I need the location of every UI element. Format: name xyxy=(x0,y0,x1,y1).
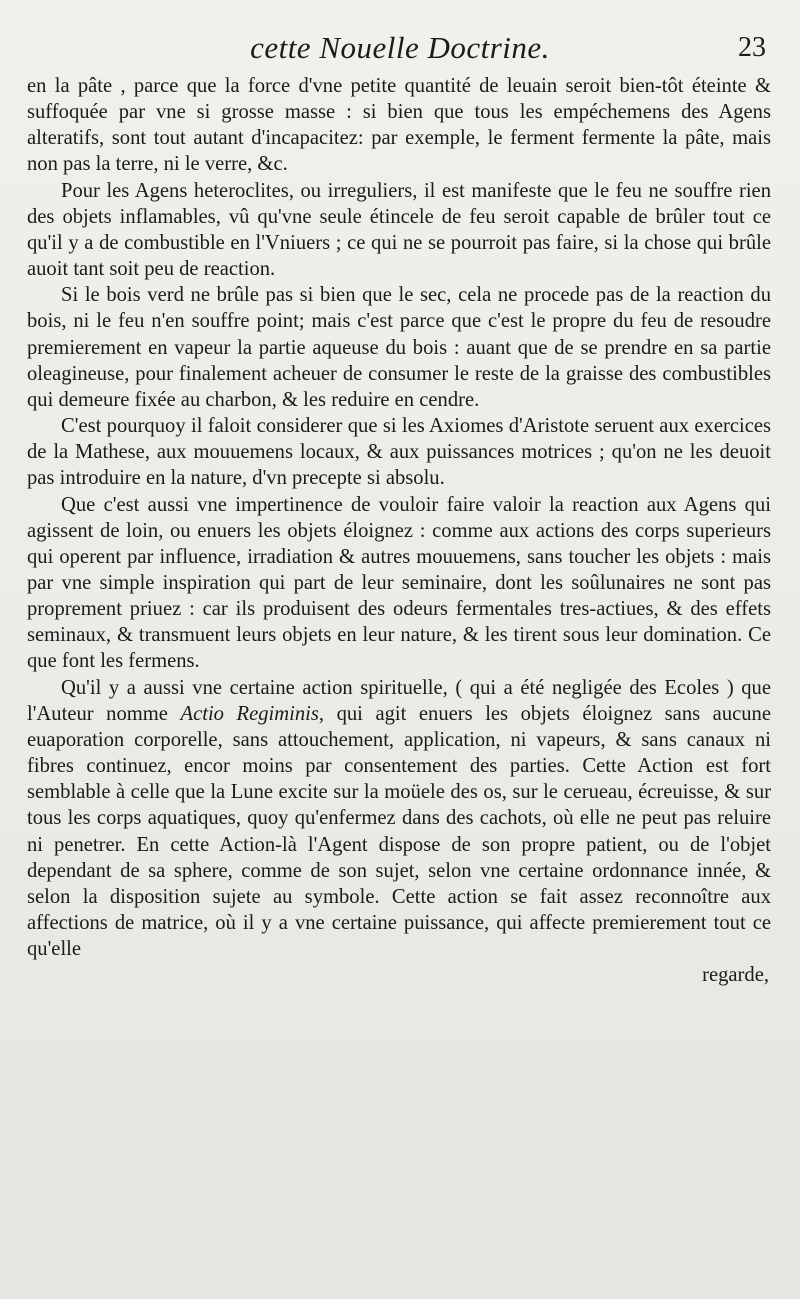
italic-term: Actio Regiminis xyxy=(180,702,319,725)
running-title: cette Nouelle Doctrine. xyxy=(250,30,550,65)
paragraph-text: Si le bois verd ne brûle pas si bien que le sec, cela ne procede pas de la reaction du bois, ni le feu n'en souffre point; mais c'est parce que c'est le propre du feu de resoudre premierement en vapeur la partie aqueuse du bois : auant que de se prendre en sa partie oleagineuse, pour finalement acheuer de consumer le reste de la graisse des combustibles qui demeure fixée au charbon, & les reduire en cendre. xyxy=(27,284,771,411)
paragraph-text: C'est pourquoy il faloit considerer que si les Axiomes d'Aristote seruent aux exercices de la Mathese, aux mouuemens locaux, & aux puissances motrices ; qu'on ne les deuoit pas introduire en la nature, d'vn precepte si absolu. xyxy=(27,415,771,490)
paragraph xyxy=(27,413,771,491)
paragraph-text: Qu'il y a aussi vne certaine action spirituelle, ( qui a été negligée des Ecoles ) que l'Auteur nomme xyxy=(27,676,771,725)
paragraph xyxy=(27,178,771,283)
paragraph xyxy=(27,492,771,675)
catchword: regarde, xyxy=(702,964,769,987)
paragraph-text: , qui agit enuers les objets éloignez sans aucune euaporation corporelle, sans attouchement, application, ni vapeurs, & sans canaux ni fibres continuez, encor moins par consentement des parties. Cette Action est fort semblable à celle que la Lune excite sur la moüele des os, sur le cerueau, écreuisse, & sur tous les corps aquatiques, quoy qu'enfermez dans des cachots, où elle ne peut pas reluire ni penetrer. En cette Action-là l'Agent dispose de son propre patient, ou de l'objet dependant de sa sphere, comme de son sujet, selon vne certaine ordonnance innée, & selon la disposition sujete au symbole. Cette action se fait assez reconnoître aux affections de matrice, où il y a vne certaine puissance, qui affecte premierement tout ce qu'elle xyxy=(27,702,771,961)
page-header xyxy=(0,26,800,70)
paragraph-text: Que c'est aussi vne impertinence de vouloir faire valoir la reaction aux Agens qui agissent de loin, ou enuers les objets éloignez : comme aux actions des corps superieurs qui operent par influence, irradiation & autres mouuemens, sans toucher les objets : mais par vne simple inspiration qui part de leur seminaire, dont les soûlunaires ne sont pas proprement priuez : car ils produisent des odeurs fermentales tres-actiues, & des effets seminaux, & transmuent leurs objets en leur nature, & les tirent sous leur domination. Ce que font les fermens. xyxy=(27,493,771,673)
paragraph-text: en la pâte , parce que la force d'vne petite quantité de leuain seroit bien-tôt éteinte & suffoquée par vne si grosse masse : si bien que tous les empéchemens des Agens alteratifs, sont tout autant d'incapacitez: par exemple, le ferment fermente la pâte, mais non pas la terre, ni le verre, &c. xyxy=(27,75,771,176)
paragraph-text: Pour les Agens heteroclites, ou irreguliers, il est manifeste que le feu ne souffre rien des objets inflamables, vû qu'vne seule étincele de feu seroit capable de brûler tout ce qu'il y a de combustible en l'Vniuers ; ce qui ne se pourroit pas faire, si la chose qui brûle auoit tant soit peu de reaction. xyxy=(27,179,771,281)
paragraph xyxy=(27,675,771,963)
paragraph xyxy=(27,73,771,178)
paragraph xyxy=(27,282,771,413)
body-text xyxy=(27,73,771,988)
page-number: 23 xyxy=(738,32,766,63)
